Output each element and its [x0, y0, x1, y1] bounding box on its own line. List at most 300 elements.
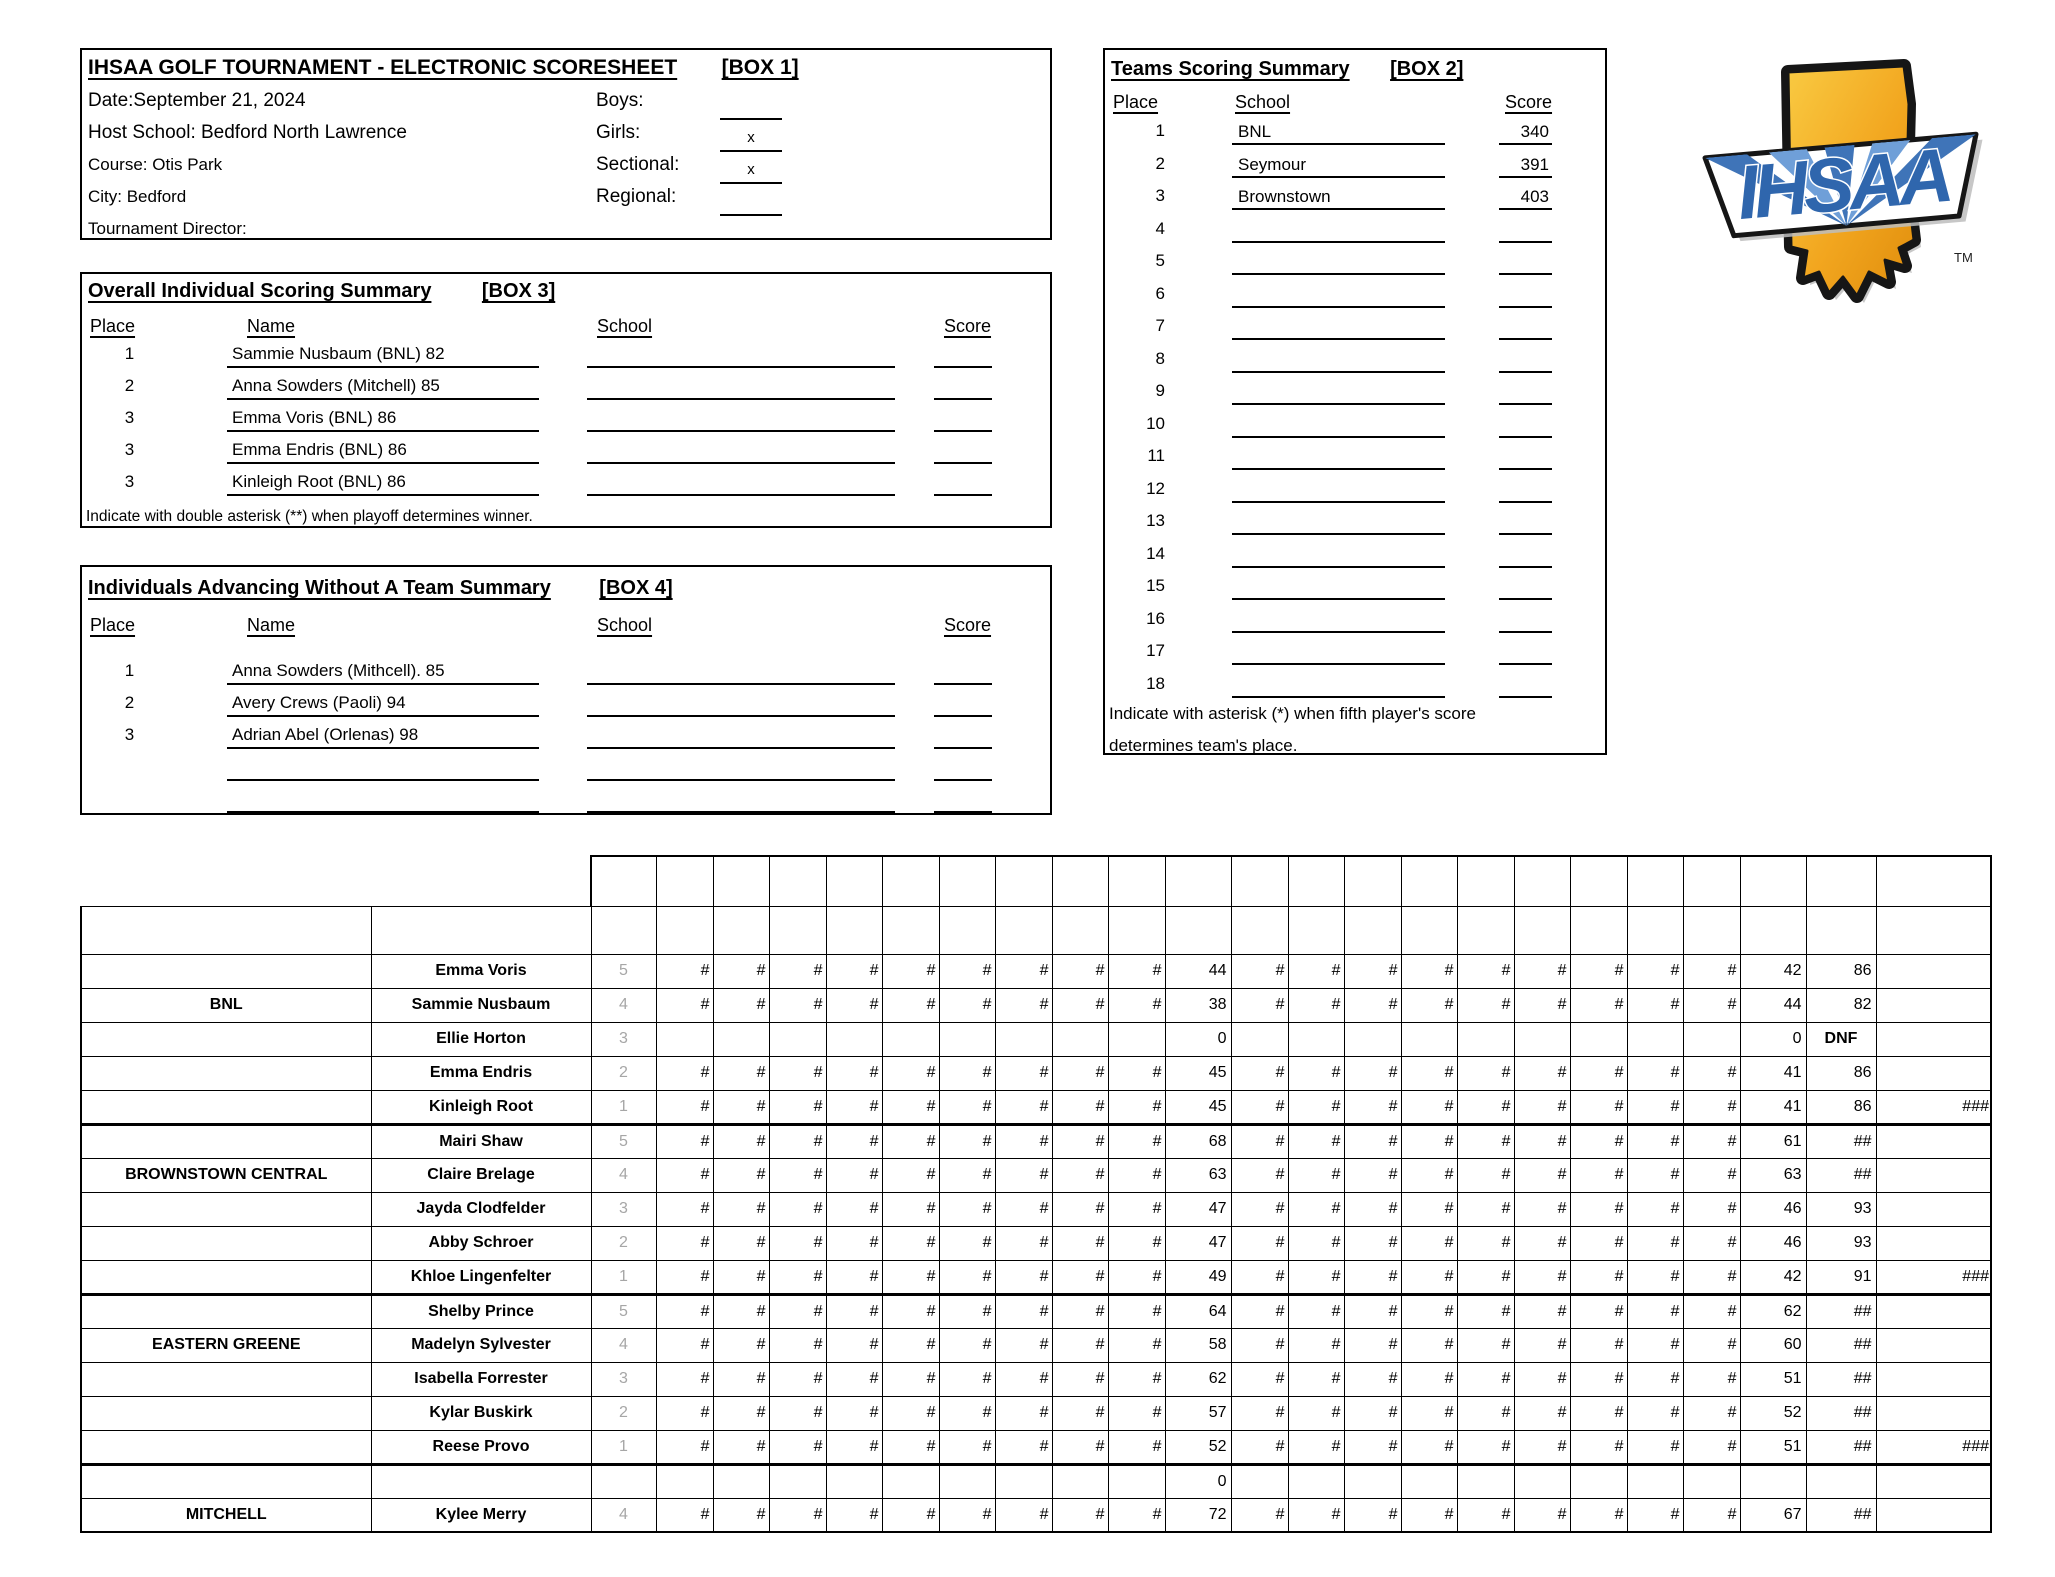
total-cell[interactable]: ##	[1806, 1362, 1876, 1396]
hole-score-cell[interactable]: #	[1457, 1158, 1514, 1192]
hole-score-cell[interactable]: #	[1052, 954, 1108, 988]
hole-score-cell[interactable]: #	[1231, 1260, 1288, 1294]
school-cell[interactable]	[81, 1260, 371, 1294]
hole-score-cell[interactable]: #	[1108, 1090, 1165, 1124]
hole-score-cell[interactable]: #	[1288, 1294, 1344, 1328]
in-cell[interactable]: 67	[1740, 1498, 1806, 1532]
hole-score-cell[interactable]: #	[713, 1090, 769, 1124]
par-hole-cell[interactable]: #	[1288, 906, 1344, 954]
team-score-cell[interactable]	[1876, 1124, 1991, 1158]
team-school-field[interactable]	[1232, 672, 1445, 698]
seed-cell[interactable]: 5	[591, 1124, 656, 1158]
par-hole-cell[interactable]: #	[1514, 906, 1570, 954]
team-score-cell[interactable]	[1876, 1158, 1991, 1192]
school-cell[interactable]: EASTERN GREENE	[81, 1328, 371, 1362]
hole-score-cell[interactable]: #	[1052, 1430, 1108, 1464]
hole-score-cell[interactable]: #	[1683, 1430, 1740, 1464]
total-cell[interactable]: 91	[1806, 1260, 1876, 1294]
hole-score-cell[interactable]: #	[882, 1328, 939, 1362]
hole-score-cell[interactable]: #	[1570, 1294, 1627, 1328]
hole-score-cell[interactable]: #	[995, 1430, 1052, 1464]
hole-score-cell[interactable]	[1231, 1464, 1288, 1498]
individual-name-field[interactable]	[227, 786, 539, 813]
hole-score-cell[interactable]: #	[939, 1226, 995, 1260]
hole-score-cell[interactable]: #	[939, 1430, 995, 1464]
team-score-cell[interactable]	[1876, 1328, 1991, 1362]
hole-score-cell[interactable]: #	[826, 1158, 882, 1192]
par-hole-cell[interactable]: #	[882, 906, 939, 954]
hole-score-cell[interactable]: #	[939, 1328, 995, 1362]
team-score-cell[interactable]	[1876, 988, 1991, 1022]
hole-score-cell[interactable]: #	[713, 1294, 769, 1328]
school-cell[interactable]	[81, 1430, 371, 1464]
team-score-field[interactable]	[1499, 314, 1552, 340]
team-school-field[interactable]: Seymour	[1232, 152, 1445, 178]
hole-score-cell[interactable]: #	[713, 954, 769, 988]
hole-score-cell[interactable]: #	[1108, 988, 1165, 1022]
team-score-field[interactable]: 340	[1499, 119, 1552, 145]
team-score-cell[interactable]	[1876, 1498, 1991, 1532]
school-cell[interactable]	[81, 1192, 371, 1226]
hole-score-cell[interactable]: #	[882, 1498, 939, 1532]
hole-score-cell[interactable]: #	[1683, 1328, 1740, 1362]
hole-score-cell[interactable]: #	[1514, 1396, 1570, 1430]
hole-score-cell[interactable]: #	[995, 1192, 1052, 1226]
hole-score-cell[interactable]: #	[1514, 988, 1570, 1022]
hole-score-cell[interactable]: #	[1052, 1192, 1108, 1226]
hole-score-cell[interactable]: #	[656, 988, 713, 1022]
hole-score-cell[interactable]: #	[1344, 1158, 1401, 1192]
hole-score-cell[interactable]: #	[1288, 1056, 1344, 1090]
seed-cell[interactable]: 1	[591, 1430, 656, 1464]
individual-score-field[interactable]	[934, 722, 992, 749]
hole-score-cell[interactable]	[1401, 1464, 1457, 1498]
team-score-cell[interactable]	[1876, 1226, 1991, 1260]
hole-score-cell[interactable]: #	[1401, 1090, 1457, 1124]
team-score-cell[interactable]: ###	[1876, 1090, 1991, 1124]
hole-score-cell[interactable]: #	[1401, 1328, 1457, 1362]
hole-score-cell[interactable]: #	[1288, 1158, 1344, 1192]
hole-score-cell[interactable]: #	[769, 1226, 826, 1260]
player-cell[interactable]: Ellie Horton	[371, 1022, 591, 1056]
team-score-field[interactable]	[1499, 217, 1552, 243]
player-cell[interactable]: Kinleigh Root	[371, 1090, 591, 1124]
in-cell[interactable]: 60	[1740, 1328, 1806, 1362]
school-cell[interactable]	[81, 954, 371, 988]
player-cell[interactable]: Jayda Clodfelder	[371, 1192, 591, 1226]
in-cell[interactable]: 51	[1740, 1362, 1806, 1396]
hole-score-cell[interactable]: #	[1108, 1362, 1165, 1396]
hole-score-cell[interactable]: #	[1514, 1294, 1570, 1328]
hole-score-cell[interactable]: #	[995, 1124, 1052, 1158]
hole-score-cell[interactable]: #	[656, 1294, 713, 1328]
hole-score-cell[interactable]	[1683, 1464, 1740, 1498]
hole-score-cell[interactable]: #	[1052, 1498, 1108, 1532]
hole-score-cell[interactable]: #	[1231, 1158, 1288, 1192]
hole-score-cell[interactable]: #	[1052, 1124, 1108, 1158]
hole-score-cell[interactable]: #	[769, 1294, 826, 1328]
hole-score-cell[interactable]: #	[1288, 1362, 1344, 1396]
hole-score-cell[interactable]: #	[826, 1226, 882, 1260]
hole-score-cell[interactable]: #	[1570, 1226, 1627, 1260]
individual-score-field[interactable]	[934, 405, 992, 432]
hole-score-cell[interactable]: #	[1401, 1396, 1457, 1430]
hole-score-cell[interactable]	[656, 1022, 713, 1056]
in-cell[interactable]: 0	[1740, 1022, 1806, 1056]
player-cell[interactable]: Mairi Shaw	[371, 1124, 591, 1158]
hole-score-cell[interactable]	[1627, 1022, 1683, 1056]
hole-score-cell[interactable]: #	[826, 1328, 882, 1362]
team-score-field[interactable]	[1499, 607, 1552, 633]
team-score-cell[interactable]	[1876, 954, 1991, 988]
hole-score-cell[interactable]: #	[1052, 1396, 1108, 1430]
hole-score-cell[interactable]	[1401, 1022, 1457, 1056]
par-hole-cell[interactable]: #	[1570, 906, 1627, 954]
individual-school-field[interactable]	[587, 469, 895, 496]
hole-score-cell[interactable]: #	[656, 1328, 713, 1362]
total-cell[interactable]: 86	[1806, 954, 1876, 988]
player-cell[interactable]	[371, 1464, 591, 1498]
total-cell[interactable]: ##	[1806, 1396, 1876, 1430]
total-cell[interactable]: ##	[1806, 1124, 1876, 1158]
hole-score-cell[interactable]: #	[1627, 954, 1683, 988]
team-school-field[interactable]	[1232, 314, 1445, 340]
individual-school-field[interactable]	[587, 341, 895, 368]
player-cell[interactable]: Emma Voris	[371, 954, 591, 988]
hole-score-cell[interactable]	[1108, 1464, 1165, 1498]
hole-score-cell[interactable]: #	[1683, 1056, 1740, 1090]
out-cell[interactable]: 64	[1165, 1294, 1231, 1328]
hole-score-cell[interactable]: #	[882, 1192, 939, 1226]
hole-score-cell[interactable]: #	[1627, 1124, 1683, 1158]
individual-school-field[interactable]	[587, 658, 895, 685]
hole-score-cell[interactable]: #	[1457, 988, 1514, 1022]
hole-score-cell[interactable]: #	[1401, 1226, 1457, 1260]
hole-score-cell[interactable]: #	[1052, 1090, 1108, 1124]
hole-score-cell[interactable]	[1570, 1464, 1627, 1498]
individual-name-field[interactable]: Emma Voris (BNL) 86	[227, 405, 539, 432]
individual-score-field[interactable]	[934, 437, 992, 464]
in-cell[interactable]: 63	[1740, 1158, 1806, 1192]
hole-score-cell[interactable]: #	[1108, 954, 1165, 988]
individual-name-field[interactable]	[227, 754, 539, 781]
hole-score-cell[interactable]	[1052, 1464, 1108, 1498]
hole-score-cell[interactable]	[769, 1464, 826, 1498]
in-cell[interactable]: 42	[1740, 954, 1806, 988]
hole-score-cell[interactable]: #	[1457, 1294, 1514, 1328]
hole-score-cell[interactable]: #	[1231, 1362, 1288, 1396]
hole-score-cell[interactable]: #	[882, 1226, 939, 1260]
hole-score-cell[interactable]	[1108, 1022, 1165, 1056]
hole-score-cell[interactable]: #	[995, 954, 1052, 988]
team-score-field[interactable]: 403	[1499, 184, 1552, 210]
hole-score-cell[interactable]: #	[1683, 1158, 1740, 1192]
team-score-field[interactable]	[1499, 574, 1552, 600]
hole-score-cell[interactable]: #	[826, 1192, 882, 1226]
hole-score-cell[interactable]: #	[1683, 1124, 1740, 1158]
par-hole-cell[interactable]: #	[939, 906, 995, 954]
individual-name-field[interactable]: Sammie Nusbaum (BNL) 82	[227, 341, 539, 368]
hole-score-cell[interactable]: #	[713, 1056, 769, 1090]
hole-score-cell[interactable]: #	[939, 1158, 995, 1192]
hole-score-cell[interactable]: #	[826, 1294, 882, 1328]
hole-score-cell[interactable]: #	[769, 1260, 826, 1294]
hole-score-cell[interactable]: #	[1514, 1158, 1570, 1192]
hole-score-cell[interactable]: #	[1570, 1362, 1627, 1396]
hole-score-cell[interactable]: #	[1457, 1396, 1514, 1430]
hole-score-cell[interactable]: #	[713, 1192, 769, 1226]
team-school-field[interactable]	[1232, 347, 1445, 373]
hole-score-cell[interactable]: #	[1627, 1260, 1683, 1294]
team-score-cell[interactable]: ###	[1876, 1430, 1991, 1464]
hole-score-cell[interactable]: #	[1514, 1056, 1570, 1090]
hole-score-cell[interactable]: #	[826, 1362, 882, 1396]
hole-score-cell[interactable]: #	[1627, 1158, 1683, 1192]
out-cell[interactable]: 0	[1165, 1464, 1231, 1498]
in-cell[interactable]: 52	[1740, 1396, 1806, 1430]
hole-score-cell[interactable]	[1457, 1464, 1514, 1498]
hole-score-cell[interactable]: #	[1288, 1430, 1344, 1464]
hole-score-cell[interactable]: #	[713, 1396, 769, 1430]
seed-cell[interactable]: 4	[591, 1498, 656, 1532]
hole-score-cell[interactable]: #	[1570, 1396, 1627, 1430]
hole-score-cell[interactable]: #	[713, 1158, 769, 1192]
out-cell[interactable]: 38	[1165, 988, 1231, 1022]
hole-score-cell[interactable]: #	[995, 1090, 1052, 1124]
hole-score-cell[interactable]: #	[1108, 1430, 1165, 1464]
par-hole-cell[interactable]: #	[1344, 906, 1401, 954]
par-hole-cell[interactable]: #	[1401, 906, 1457, 954]
team-score-cell[interactable]	[1876, 1396, 1991, 1430]
hole-score-cell[interactable]: #	[1231, 1328, 1288, 1362]
hole-score-cell[interactable]	[1288, 1464, 1344, 1498]
school-cell[interactable]	[81, 1362, 371, 1396]
individual-score-field[interactable]	[934, 341, 992, 368]
hole-score-cell[interactable]: #	[826, 1430, 882, 1464]
hole-score-cell[interactable]: #	[1231, 1192, 1288, 1226]
hole-score-cell[interactable]: #	[995, 1362, 1052, 1396]
hole-score-cell[interactable]: #	[882, 1124, 939, 1158]
hole-score-cell[interactable]: #	[1457, 1226, 1514, 1260]
hole-score-cell[interactable]: #	[1344, 1226, 1401, 1260]
hole-score-cell[interactable]	[939, 1464, 995, 1498]
out-cell[interactable]: 47	[1165, 1192, 1231, 1226]
seed-cell[interactable]: 4	[591, 1158, 656, 1192]
out-cell[interactable]: 49	[1165, 1260, 1231, 1294]
hole-score-cell[interactable]	[656, 1464, 713, 1498]
hole-score-cell[interactable]: #	[656, 1124, 713, 1158]
total-cell[interactable]: ##	[1806, 1294, 1876, 1328]
hole-score-cell[interactable]: #	[1514, 1362, 1570, 1396]
hole-score-cell[interactable]	[1683, 1022, 1740, 1056]
hole-score-cell[interactable]: #	[1344, 1328, 1401, 1362]
hole-score-cell[interactable]: #	[1108, 1124, 1165, 1158]
hole-score-cell[interactable]: #	[1627, 1328, 1683, 1362]
hole-score-cell[interactable]: #	[995, 1328, 1052, 1362]
hole-score-cell[interactable]: #	[1288, 1226, 1344, 1260]
hole-score-cell[interactable]: #	[1344, 1124, 1401, 1158]
hole-score-cell[interactable]: #	[713, 1498, 769, 1532]
team-school-field[interactable]: BNL	[1232, 119, 1445, 145]
hole-score-cell[interactable]: #	[769, 1192, 826, 1226]
hole-score-cell[interactable]: #	[1514, 1090, 1570, 1124]
seed-cell[interactable]: 2	[591, 1056, 656, 1090]
individual-score-field[interactable]	[934, 373, 992, 400]
player-cell[interactable]: Khloe Lingenfelter	[371, 1260, 591, 1294]
hole-score-cell[interactable]: #	[882, 1090, 939, 1124]
hole-score-cell[interactable]: #	[1231, 1498, 1288, 1532]
hole-score-cell[interactable]: #	[1457, 1430, 1514, 1464]
team-score-field[interactable]	[1499, 477, 1552, 503]
out-cell[interactable]: 0	[1165, 1022, 1231, 1056]
hole-score-cell[interactable]: #	[1570, 1328, 1627, 1362]
hole-score-cell[interactable]	[1344, 1022, 1401, 1056]
hole-score-cell[interactable]: #	[1401, 1498, 1457, 1532]
hole-score-cell[interactable]: #	[713, 988, 769, 1022]
hole-score-cell[interactable]: #	[1627, 1192, 1683, 1226]
hole-score-cell[interactable]: #	[656, 1090, 713, 1124]
hole-score-cell[interactable]: #	[1344, 1396, 1401, 1430]
hole-score-cell[interactable]: #	[1231, 954, 1288, 988]
total-cell[interactable]: ##	[1806, 1328, 1876, 1362]
in-cell[interactable]: 46	[1740, 1226, 1806, 1260]
individual-name-field[interactable]: Adrian Abel (Orlenas) 98	[227, 722, 539, 749]
seed-cell[interactable]: 5	[591, 1294, 656, 1328]
hole-score-cell[interactable]: #	[1052, 1328, 1108, 1362]
hole-score-cell[interactable]: #	[1401, 1124, 1457, 1158]
hole-score-cell[interactable]: #	[656, 1396, 713, 1430]
individual-school-field[interactable]	[587, 437, 895, 464]
hole-score-cell[interactable]: #	[769, 988, 826, 1022]
hole-score-cell[interactable]	[826, 1022, 882, 1056]
seed-cell[interactable]: 4	[591, 988, 656, 1022]
par-hole-cell[interactable]: #	[656, 906, 713, 954]
out-cell[interactable]: 47	[1165, 1226, 1231, 1260]
hole-score-cell[interactable]: #	[1231, 1430, 1288, 1464]
individual-name-field[interactable]: Emma Endris (BNL) 86	[227, 437, 539, 464]
team-score-field[interactable]	[1499, 444, 1552, 470]
team-school-field[interactable]	[1232, 379, 1445, 405]
total-cell[interactable]: DNF	[1806, 1022, 1876, 1056]
hole-score-cell[interactable]: #	[939, 1090, 995, 1124]
hole-score-cell[interactable]: #	[1344, 1090, 1401, 1124]
hole-score-cell[interactable]: #	[1344, 1362, 1401, 1396]
hole-score-cell[interactable]: #	[1514, 1192, 1570, 1226]
hole-score-cell[interactable]: #	[939, 1124, 995, 1158]
hole-score-cell[interactable]: #	[995, 1498, 1052, 1532]
hole-score-cell[interactable]: #	[769, 1396, 826, 1430]
hole-score-cell[interactable]: #	[1108, 1396, 1165, 1430]
hole-score-cell[interactable]: #	[826, 1056, 882, 1090]
hole-score-cell[interactable]: #	[1108, 1260, 1165, 1294]
hole-score-cell[interactable]: #	[882, 1362, 939, 1396]
hole-score-cell[interactable]: #	[1052, 988, 1108, 1022]
par-in-cell[interactable]: ##	[1740, 906, 1806, 954]
hole-score-cell[interactable]: #	[1108, 1192, 1165, 1226]
individual-name-field[interactable]: Avery Crews (Paoli) 94	[227, 690, 539, 717]
hole-score-cell[interactable]: #	[1344, 1056, 1401, 1090]
hole-score-cell[interactable]: #	[1627, 1090, 1683, 1124]
par-hole-cell[interactable]: #	[1231, 906, 1288, 954]
seed-cell[interactable]: 3	[591, 1022, 656, 1056]
hole-score-cell[interactable]: #	[1683, 1260, 1740, 1294]
hole-score-cell[interactable]	[882, 1022, 939, 1056]
hole-score-cell[interactable]	[1514, 1022, 1570, 1056]
hole-score-cell[interactable]	[1570, 1022, 1627, 1056]
hole-score-cell[interactable]: #	[1288, 1328, 1344, 1362]
seed-cell[interactable]: 4	[591, 1328, 656, 1362]
hole-score-cell[interactable]: #	[713, 1328, 769, 1362]
team-score-field[interactable]	[1499, 379, 1552, 405]
hole-score-cell[interactable]: #	[1401, 1260, 1457, 1294]
hole-score-cell[interactable]: #	[1570, 1260, 1627, 1294]
hole-score-cell[interactable]	[1457, 1022, 1514, 1056]
hole-score-cell[interactable]: #	[1401, 1056, 1457, 1090]
team-score-cell[interactable]	[1876, 1294, 1991, 1328]
school-cell[interactable]	[81, 1022, 371, 1056]
total-cell[interactable]: ##	[1806, 1158, 1876, 1192]
hole-score-cell[interactable]	[1288, 1022, 1344, 1056]
hole-score-cell[interactable]: #	[1457, 954, 1514, 988]
hole-score-cell[interactable]: #	[1570, 1056, 1627, 1090]
hole-score-cell[interactable]: #	[769, 1362, 826, 1396]
hole-score-cell[interactable]: #	[1108, 1226, 1165, 1260]
hole-score-cell[interactable]: #	[1570, 954, 1627, 988]
hole-score-cell[interactable]: #	[769, 1090, 826, 1124]
hole-score-cell[interactable]: #	[995, 988, 1052, 1022]
in-cell[interactable]: 41	[1740, 1056, 1806, 1090]
school-cell[interactable]	[81, 1226, 371, 1260]
hole-score-cell[interactable]: #	[1052, 1056, 1108, 1090]
team-score-cell[interactable]: ###	[1876, 1260, 1991, 1294]
seed-cell[interactable]: 2	[591, 1226, 656, 1260]
hole-score-cell[interactable]	[713, 1022, 769, 1056]
hole-score-cell[interactable]: #	[1108, 1328, 1165, 1362]
team-score-field[interactable]	[1499, 672, 1552, 698]
hole-score-cell[interactable]: #	[1627, 1362, 1683, 1396]
team-school-field[interactable]	[1232, 574, 1445, 600]
hole-score-cell[interactable]: #	[713, 1124, 769, 1158]
hole-score-cell[interactable]	[826, 1464, 882, 1498]
team-score-field[interactable]	[1499, 282, 1552, 308]
hole-score-cell[interactable]: #	[939, 988, 995, 1022]
hole-score-cell[interactable]: #	[1401, 1192, 1457, 1226]
total-cell[interactable]: 93	[1806, 1192, 1876, 1226]
total-cell[interactable]: ##	[1806, 1430, 1876, 1464]
hole-score-cell[interactable]: #	[656, 954, 713, 988]
seed-cell[interactable]	[591, 1464, 656, 1498]
hole-score-cell[interactable]: #	[1344, 1260, 1401, 1294]
school-cell[interactable]: MITCHELL	[81, 1498, 371, 1532]
individual-school-field[interactable]	[587, 405, 895, 432]
hole-score-cell[interactable]: #	[1457, 1328, 1514, 1362]
hole-score-cell[interactable]: #	[1344, 954, 1401, 988]
hole-score-cell[interactable]: #	[882, 1294, 939, 1328]
hole-score-cell[interactable]: #	[1344, 1430, 1401, 1464]
team-score-field[interactable]	[1499, 249, 1552, 275]
par-hole-cell[interactable]: #	[1052, 906, 1108, 954]
hole-score-cell[interactable]: #	[1231, 1090, 1288, 1124]
hole-score-cell[interactable]: #	[826, 1498, 882, 1532]
team-score-field[interactable]	[1499, 412, 1552, 438]
individual-score-field[interactable]	[934, 786, 992, 813]
in-cell[interactable]: 44	[1740, 988, 1806, 1022]
team-score-field[interactable]	[1499, 639, 1552, 665]
team-score-field[interactable]	[1499, 347, 1552, 373]
hole-score-cell[interactable]: #	[1570, 988, 1627, 1022]
hole-score-cell[interactable]: #	[1288, 1396, 1344, 1430]
hole-score-cell[interactable]: #	[656, 1498, 713, 1532]
